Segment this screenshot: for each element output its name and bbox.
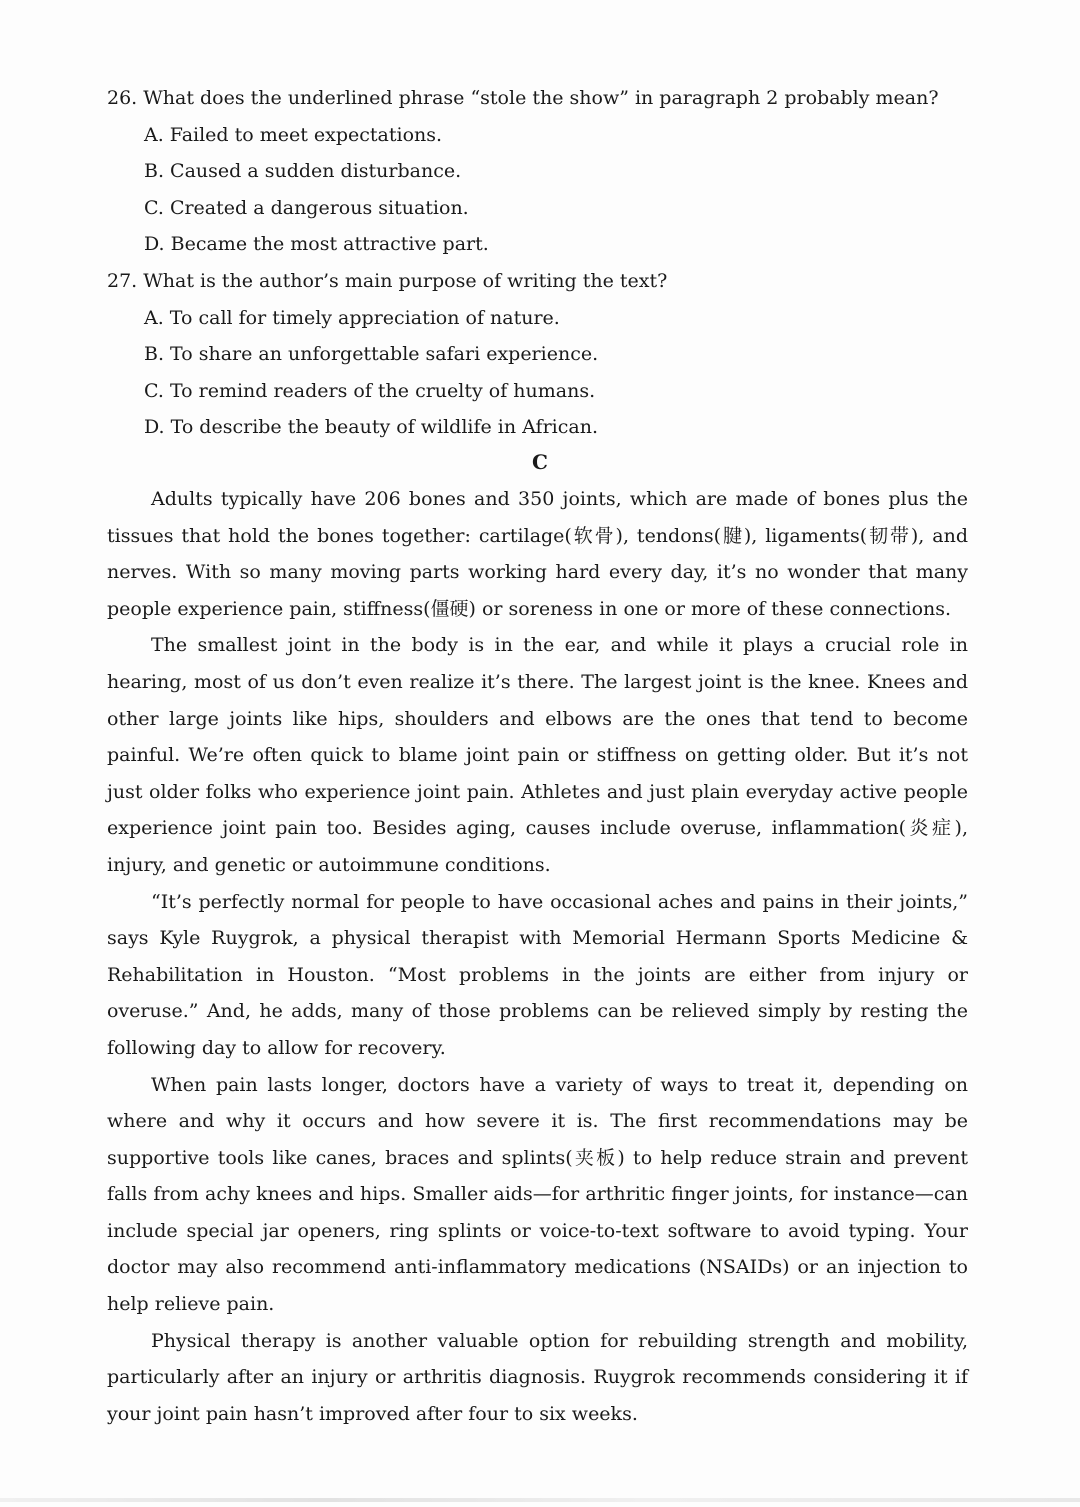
passage-paragraph-5: Physical therapy is another valuable option for rebuilding strength and mobility, particularly after an injury or arthritis diagnosis. Ruygrok recommends considering it if your joint pain hasn’t improved after four to six weeks. xyxy=(107,1329,968,1425)
answer-option-c: C. Created a dangerous situation. xyxy=(144,196,469,219)
question-list xyxy=(107,80,977,446)
answer-option-d: D. Became the most attractive part. xyxy=(144,233,489,256)
answer-option-c: C. To remind readers of the cruelty of humans. xyxy=(144,379,596,402)
answer-option-b: B. Caused a sudden disturbance. xyxy=(144,160,462,183)
passage-paragraph-4: When pain lasts longer, doctors have a variety of ways to treat it, depending on where and why it occurs and how severe it is. The first recommendations may be supportive tools like canes, braces and splints(夹板) to help reduce strain and prevent falls from achy knees and hips. Smaller aids—for arthritic finger joints, for instance—can include special jar openers, ring splints or voice-to-text software to avoid typing. Your doctor may also recommend anti-inflammatory medications (NSAIDs) or an injection to help relieve pain. xyxy=(107,1073,968,1316)
question-26 xyxy=(107,80,977,263)
reading-passage xyxy=(107,481,968,1432)
passage-section-heading: C xyxy=(532,450,548,474)
answer-option-b: B. To share an unforgettable safari experience. xyxy=(144,343,599,366)
passage-paragraph-3: “It’s perfectly normal for people to have occasional aches and pains in their joints,” says Kyle Ruygrok, a physical therapist with Memorial Hermann Sports Medicine & Rehabilitation in Houston. “Most problems in the joints are either from injury or overuse.” And, he adds, many of those problems can be relieved simply by resting the following day to allow for recovery. xyxy=(107,890,968,1059)
question-stem: 27. What is the author’s main purpose of writing the text? xyxy=(107,269,668,292)
answer-option-a: A. To call for timely appreciation of nature. xyxy=(144,306,560,329)
passage-paragraph-1: Adults typically have 206 bones and 350 joints, which are made of bones plus the tissues that hold the bones together: cartilage(软骨), tendons(腱), ligaments(韧带), and nerves. With so many moving parts working hard every day, it’s no wonder that many people experience pain, stiffness(僵硬) or soreness in one or more of these connections. xyxy=(107,488,968,620)
answer-option-d: D. To describe the beauty of wildlife in African. xyxy=(144,416,598,439)
question-27 xyxy=(107,263,977,446)
page-bottom-edge xyxy=(0,1498,1080,1502)
question-stem: 26. What does the underlined phrase “stole the show” in paragraph 2 probably mean? xyxy=(107,87,939,109)
passage-paragraph-2: The smallest joint in the body is in the ear, and while it plays a crucial role in hearing, most of us don’t even realize it’s there. The largest joint is the knee. Knees and other large joints like hips, shoulders and elbows are the ones that tend to become painful. We’re often quick to blame joint pain or stiffness on getting older. But it’s not just older folks who experience joint pain. Athletes and just plain everyday active people experience joint pain too. Besides aging, causes include overuse, inflammation(炎症), injury, and genetic or autoimmune conditions. xyxy=(107,634,968,876)
answer-option-a: A. Failed to meet expectations. xyxy=(144,123,443,146)
